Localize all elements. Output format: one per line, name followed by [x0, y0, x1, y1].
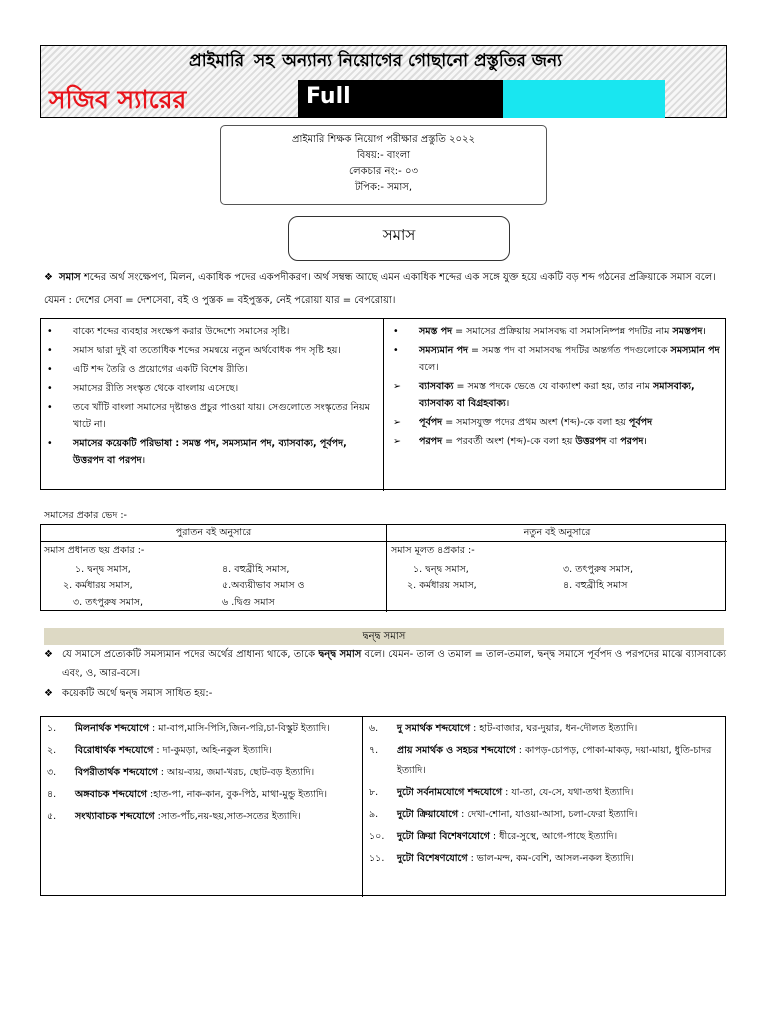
list-item	[367, 783, 723, 803]
bullet-icon: •	[47, 364, 53, 375]
new-intro: সমাস মূলত ৪প্রকার :-	[391, 545, 475, 556]
list-item	[391, 323, 721, 340]
point-text: সমাস দ্বারা দুই বা ততোধিক শব্দের সমন্বয়ে নতুন অর্থবোধক পদ সৃষ্টি হয়।	[73, 345, 341, 356]
banner-full-label: Full	[306, 84, 351, 109]
list-item	[367, 805, 723, 825]
term-bold: সমস্যমান পদ	[419, 345, 469, 356]
prakar-label: সমাসের প্রকার ভেদ :-	[44, 510, 127, 521]
item-text: : যা-তা, যে-সে, যথা-তথা ইত্যাদি।	[502, 787, 634, 798]
term-text: = পরবর্তী অংশ (শব্দ)-কে বলা হয়	[442, 436, 576, 447]
list-item	[45, 719, 357, 739]
item-text: : ধীরে-সুস্থে, আগে-পাছে ইত্যাদি।	[489, 831, 618, 842]
item-bold: দুটো ক্রিয়া বিশেষণযোগে	[397, 831, 490, 842]
list-item	[391, 378, 721, 412]
item-bold: প্রায় সমার্থক ও সহচর শব্দযোগে	[397, 745, 516, 756]
list-item	[367, 849, 723, 869]
intro-text: শব্দের অর্থ সংক্ষেপণ, মিলন, একাধিক পদের একপদীকরণ। অর্থ সম্বন্ধ আছে এমন একাধিক শব্দের এক সঙ্গে যুক্ত হয়ে একটি বড় শব্দ গঠনের প্রক্রিয়াকে সমাস বলে। যেমন : দেশের সেবা = দেশসেবা, বই ও পুস্তক = বইপুস্তক, নেই পরোয়া যার = বেপরোয়া।	[44, 272, 716, 306]
item-bold: বিরোধার্থক শব্দযোগে	[75, 745, 154, 756]
item-number: ৭.	[369, 745, 379, 756]
list-item	[391, 342, 721, 376]
term-bold: সমাসবাক্য, ব্যাসবাক্য বা বিগ্রহবাক্য	[419, 381, 695, 409]
item-text: : দা-কুমড়া, অহি-নকুল ইত্যাদি।	[153, 745, 272, 756]
term-bold: সমস্তপদ	[672, 326, 703, 337]
bullet-icon: •	[47, 383, 53, 394]
term-text: = সমস্ত পদ বা সমাসবদ্ধ পদটির অন্তর্গত পদগুলোকে	[468, 345, 671, 356]
item-bold: অঙ্গবাচক শব্দযোগে	[75, 789, 148, 800]
list-item	[45, 763, 357, 783]
table-divider	[41, 541, 727, 542]
list-item	[45, 741, 357, 761]
list-item: ১. দ্বন্দ্ব সমাস,	[75, 564, 131, 575]
dvandva-types-box	[40, 716, 726, 896]
item-number: ৩.	[47, 767, 57, 778]
arrow-bullet-icon: ➢	[393, 417, 401, 428]
new-book-header: নতুন বই অনুসারে	[523, 527, 591, 538]
dvandva-right-column	[367, 719, 723, 871]
lecture-info-box	[220, 125, 547, 205]
list-item	[45, 342, 377, 359]
list-item	[367, 741, 723, 781]
bullet-icon: •	[47, 345, 53, 356]
list-item	[45, 399, 377, 433]
term-text: ।	[702, 326, 706, 337]
item-text: :হাত-পা, নাক-কান, বুক-পিঠ, মাথা-মুন্ডু ইত্যাদি।	[147, 789, 327, 800]
topic-title: সমাস	[288, 216, 510, 261]
right-points-column	[391, 323, 721, 452]
point-text: তবে খাঁটি বাংলা সমাসের দৃষ্টান্তও প্রচুর পাওয়া যায়। সেগুলোতে সংস্কৃতের নিয়ম খাটে না।	[73, 402, 370, 430]
info-subject-line: বিষয়:- বাংলা	[356, 150, 411, 161]
item-number: ৪.	[47, 789, 57, 800]
item-bold: দুটো ক্রিয়াযোগে	[397, 809, 459, 820]
dvandva-text: কয়েকটি অর্থে দ্বন্দ্ব সমাস সাধিত হয়:-	[62, 688, 213, 699]
arrow-bullet-icon: ➢	[393, 381, 401, 392]
banner-word-primary: প্রাইমারি	[189, 51, 245, 71]
item-bold: বিপরীতার্থক শব্দযোগে	[75, 767, 158, 778]
dvandva-subtitle	[44, 684, 726, 703]
old-book-header: পুরাতন বই অনুসারে	[175, 527, 252, 538]
item-number: ৯.	[369, 809, 379, 820]
list-item: ৬ .দ্বিগু সমাস	[222, 597, 275, 608]
item-number: ৬.	[369, 723, 379, 734]
item-bold: সংখ্যাবাচক শব্দযোগে	[75, 811, 155, 822]
list-item	[45, 435, 377, 469]
item-text: : কাপড়-চোপড়, পোকা-মাকড়, দয়া-মায়া, ধুতি-চাদর ইত্যাদি।	[397, 745, 712, 776]
bullet-icon: •	[47, 402, 53, 413]
point-text: সমাসের রীতি সংস্কৃত থেকে বাংলায় এসেছে।	[73, 383, 239, 394]
item-text: : মা-বাপ,মাসি-পিসি,জিন-পরি,চা-বিস্কুট ইত্যাদি।	[148, 723, 330, 734]
dvandva-bold: দ্বন্দ্ব সমাস	[318, 649, 362, 660]
column-divider	[383, 319, 384, 491]
info-topic-line: টপিক:- সমাস,	[354, 182, 413, 193]
bullet-icon: •	[47, 326, 53, 337]
item-number: ১.	[47, 723, 57, 734]
term-bold: সমস্ত পদ	[419, 326, 453, 337]
bullet-icon: •	[47, 438, 53, 449]
list-item	[367, 827, 723, 847]
list-item: ৩. তৎপুরুষ সমাস,	[563, 564, 634, 575]
list-item: ৫.অব্যয়ীভাব সমাস ও	[222, 580, 305, 591]
samas-types-table	[40, 524, 726, 611]
point-text: বাক্যে শব্দের ব্যবহার সংক্ষেপ করার উদ্দেশ্যে সমাসের সৃষ্টি।	[73, 326, 290, 337]
banner-word-rest: অন্যান্য নিয়োগের গোছানো প্রস্তুতির জন্য	[282, 51, 563, 71]
list-item	[45, 807, 357, 827]
item-text: : ভাল-মন্দ, কম-বেশি, আসল-নকল ইত্যাদি।	[467, 853, 634, 864]
item-bold: দুটো বিশেষণযোগে	[397, 853, 468, 864]
item-bold: দুটো সর্বনামযোগে শব্দযোগে	[397, 787, 503, 798]
column-divider	[362, 717, 363, 897]
item-number: ১১.	[369, 853, 385, 864]
list-item	[45, 380, 377, 397]
left-points-column	[45, 323, 377, 471]
list-item: ১. দ্বন্দ্ব সমাস,	[413, 564, 469, 575]
term-text: বলে।	[419, 362, 439, 373]
list-item: ৩. তৎপুরুষ সমাস,	[73, 597, 144, 608]
banner-cyan-block	[503, 80, 665, 118]
item-number: ১০.	[369, 831, 385, 842]
point-text: এটি শব্দ তৈরি ও প্রয়োগের একটি বিশেষ রীতি।	[73, 364, 248, 375]
list-item	[391, 414, 721, 431]
arrow-bullet-icon: ➢	[393, 436, 401, 447]
term-bold: সমস্যমান পদ	[670, 345, 720, 356]
list-item	[45, 361, 377, 378]
term-text: বা	[606, 436, 621, 447]
point-text: ।	[141, 455, 146, 466]
diamond-bullet-icon: ❖	[44, 272, 53, 283]
dvandva-heading: দ্বন্দ্ব সমাস	[44, 628, 724, 645]
banner-author-name: সজিব স্যারের	[49, 85, 187, 114]
term-text: = সমাসের প্রক্রিয়ায় সমাসবদ্ধ বা সমাসনিষ্পন্ন পদটির নাম	[452, 326, 673, 337]
item-text: :সাত-পাঁচ,নয়-ছয়,সাত-সতের ইত্যাদি।	[154, 811, 301, 822]
list-item: ৪. বহুব্রীহি সমাস,	[222, 564, 290, 575]
term-text: = সমাসযুক্ত পদের প্রথম অংশ (শব্দ)-কে বলা হয়	[442, 417, 629, 428]
item-number: ২.	[47, 745, 57, 756]
dvandva-text: বলে। যেমন- তাল ও তমাল = তাল-তমাল, দ্বন্দ্ব সমাসে পূর্বপদ ও পরপদের মাঝে ব্যাসবাক্যে এবং, ও, আর-বসে।	[62, 649, 726, 679]
list-item	[45, 323, 377, 340]
intro-paragraph	[44, 266, 724, 312]
list-item	[391, 433, 721, 450]
info-exam-line: প্রাইমারি শিক্ষক নিয়োগ পরীক্ষার প্রস্তুতি ২০২২	[291, 134, 476, 145]
info-lecture-line: লেকচার নং:- ০৩	[349, 166, 418, 177]
item-text: : হাট-বাজার, ঘর-দুয়ার, ধন-দৌলত ইত্যাদি।	[470, 723, 638, 734]
term-bold: উত্তরপদ	[575, 436, 607, 447]
old-intro: সমাস প্রধানত ছয় প্রকার :-	[44, 545, 145, 556]
dvandva-text: যে সমাসে প্রত্যেকটি সমস্যমান পদের অর্থের প্রাধান্য থাকে, তাকে	[62, 649, 319, 660]
dvandva-definition	[44, 645, 726, 683]
term-bold: পরপদ	[419, 436, 443, 447]
term-bold: পূর্বপদ	[628, 417, 653, 428]
term-text: = সমস্ত পদকে ভেঙে যে বাক্যাংশ করা হয়, তার নাম	[453, 381, 653, 392]
diamond-bullet-icon: ❖	[44, 649, 53, 660]
bullet-icon: •	[393, 345, 399, 356]
bullet-icon: •	[393, 326, 399, 337]
list-item: ২. কর্মধারয় সমাস,	[63, 580, 133, 591]
table-divider	[386, 525, 387, 612]
list-item	[367, 719, 723, 739]
dvandva-left-column	[45, 719, 357, 829]
term-text: ।	[505, 398, 510, 409]
term-bold: পরপদ	[620, 436, 644, 447]
item-bold: দু সমার্থক শব্দযোগে	[397, 723, 471, 734]
item-bold: মিলনার্থক শব্দযোগে	[75, 723, 149, 734]
diamond-bullet-icon: ❖	[44, 688, 53, 699]
list-item: ৪. বহুব্রীহি সমাস	[563, 580, 628, 591]
samas-points-box	[40, 318, 726, 490]
term-bold: ব্যাসবাক্য	[419, 381, 454, 392]
term-text: ।	[643, 436, 648, 447]
item-text: : আয়-ব্যয়, জমা-খরচ, ছোট-বড় ইত্যাদি।	[157, 767, 315, 778]
banner-tagline	[189, 48, 719, 76]
list-item: ২. কর্মধারয় সমাস,	[407, 580, 477, 591]
item-number: ৮.	[369, 787, 379, 798]
list-item	[45, 785, 357, 805]
point-bold-text: সমাসের কয়েকটি পরিভাষা : সমস্ত পদ, সমস্যমান পদ, ব্যাসবাক্য, পূর্বপদ, উত্তরপদ বা পরপদ	[73, 438, 347, 466]
header-banner	[40, 45, 727, 118]
banner-word-saha: সহ	[254, 51, 275, 71]
term-bold: পূর্বপদ	[419, 417, 443, 428]
item-number: ৫.	[47, 811, 57, 822]
item-text: : দেখা-শোনা, যাওয়া-আসা, চলা-ফেরা ইত্যাদি।	[458, 809, 638, 820]
intro-bold-term: সমাস	[58, 272, 81, 283]
